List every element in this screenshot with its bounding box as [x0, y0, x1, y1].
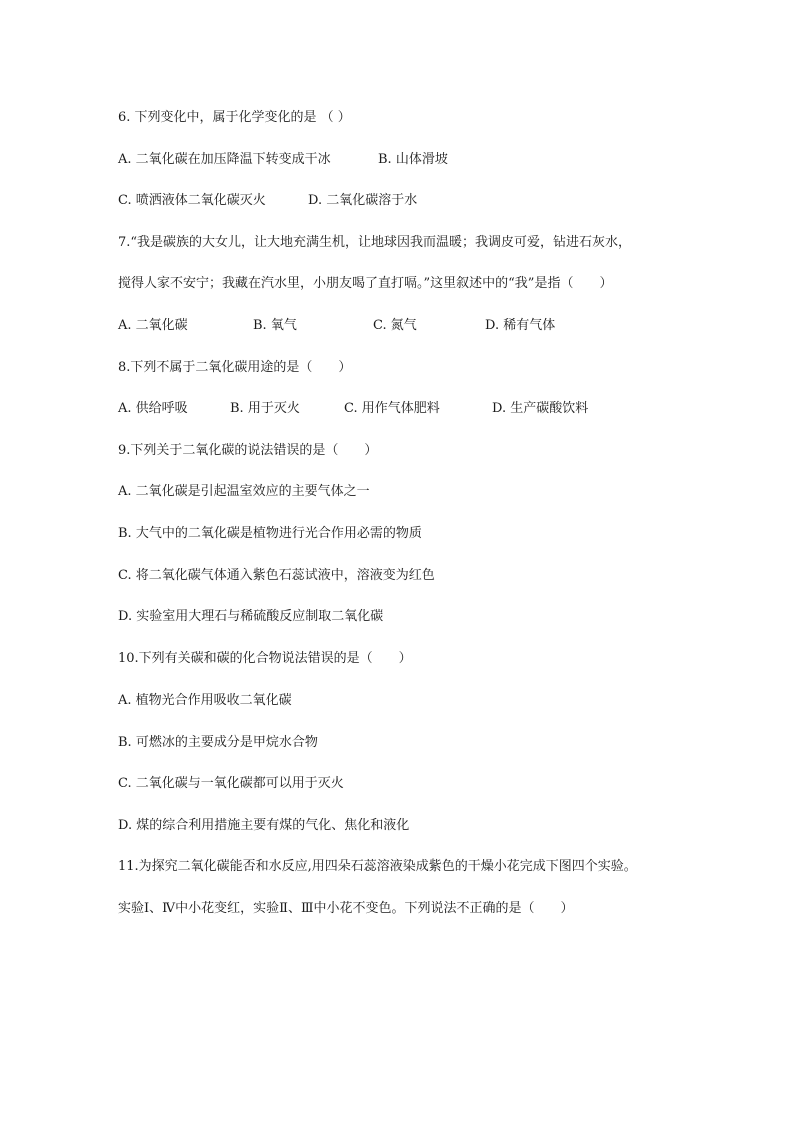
question-8-option-a: A. 供给呼吸 — [118, 401, 188, 416]
question-11-stem-line-2: 实验Ⅰ、Ⅳ中小花变红，实验Ⅱ、Ⅲ中小花不变色。下列说法不正确的是（ ） — [118, 901, 574, 916]
question-9-option-a: A. 二氧化碳是引起温室效应的主要气体之一 — [118, 484, 370, 499]
question-6-option-c: C. 喷洒液体二氧化碳灭火 — [118, 193, 266, 208]
question-6-options-row-1 — [118, 152, 448, 168]
question-9-option-b: B. 大气中的二氧化碳是植物进行光合作用必需的物质 — [118, 526, 422, 541]
question-10-option-c: C. 二氧化碳与一氧化碳都可以用于灭火 — [118, 776, 344, 791]
question-7-option-a: A. 二氧化碳 — [118, 318, 188, 333]
question-10-option-a: A. 植物光合作用吸收二氧化碳 — [118, 693, 292, 708]
question-6-option-b: B. 山体滑坡 — [378, 152, 448, 167]
question-8-options — [118, 401, 588, 417]
question-8-option-b: B. 用于灭火 — [230, 401, 300, 416]
question-7-option-c: C. 氮气 — [373, 318, 417, 333]
question-7-stem-line-1: 7.“我是碳族的大女儿，让大地充满生机，让地球因我而温暖；我调皮可爱，钻进石灰水， — [118, 235, 632, 250]
question-7-stem-line-2: 搅得人家不安宁；我藏在汽水里，小朋友喝了直打嗝。”这里叙述中的“我”是指（ ） — [118, 276, 613, 291]
question-6-stem: 6. 下列变化中，属于化学变化的是 （ ） — [118, 110, 351, 125]
question-8-option-c: C. 用作气体肥料 — [344, 401, 440, 416]
question-6-options-row-2 — [118, 193, 417, 209]
question-8-stem: 8.下列不属于二氧化碳用途的是（ ） — [118, 360, 352, 375]
question-7-option-d: D. 稀有气体 — [485, 318, 556, 333]
question-9-option-c: C. 将二氧化碳气体通入紫色石蕊试液中，溶液变为红色 — [118, 568, 435, 583]
question-7-options — [118, 318, 555, 334]
question-8-option-d: D. 生产碳酸饮料 — [492, 401, 589, 416]
question-9-option-d: D. 实验室用大理石与稀硫酸反应制取二氧化碳 — [118, 609, 384, 624]
question-11-stem-line-1: 11.为探究二氧化碳能否和水反应,用四朵石蕊溶液染成紫色的干燥小花完成下图四个实验。 — [118, 859, 637, 874]
question-6-option-a: A. 二氧化碳在加压降温下转变成干冰 — [118, 152, 331, 167]
question-9-stem: 9.下列关于二氧化碳的说法错误的是（ ） — [118, 443, 378, 458]
question-10-stem: 10.下列有关碳和碳的化合物说法错误的是（ ） — [118, 651, 412, 666]
question-6-option-d: D. 二氧化碳溶于水 — [308, 193, 418, 208]
question-7-option-b: B. 氧气 — [253, 318, 297, 333]
question-10-option-d: D. 煤的综合利用措施主要有煤的气化、焦化和液化 — [118, 818, 410, 833]
question-10-option-b: B. 可燃冰的主要成分是甲烷水合物 — [118, 735, 318, 750]
